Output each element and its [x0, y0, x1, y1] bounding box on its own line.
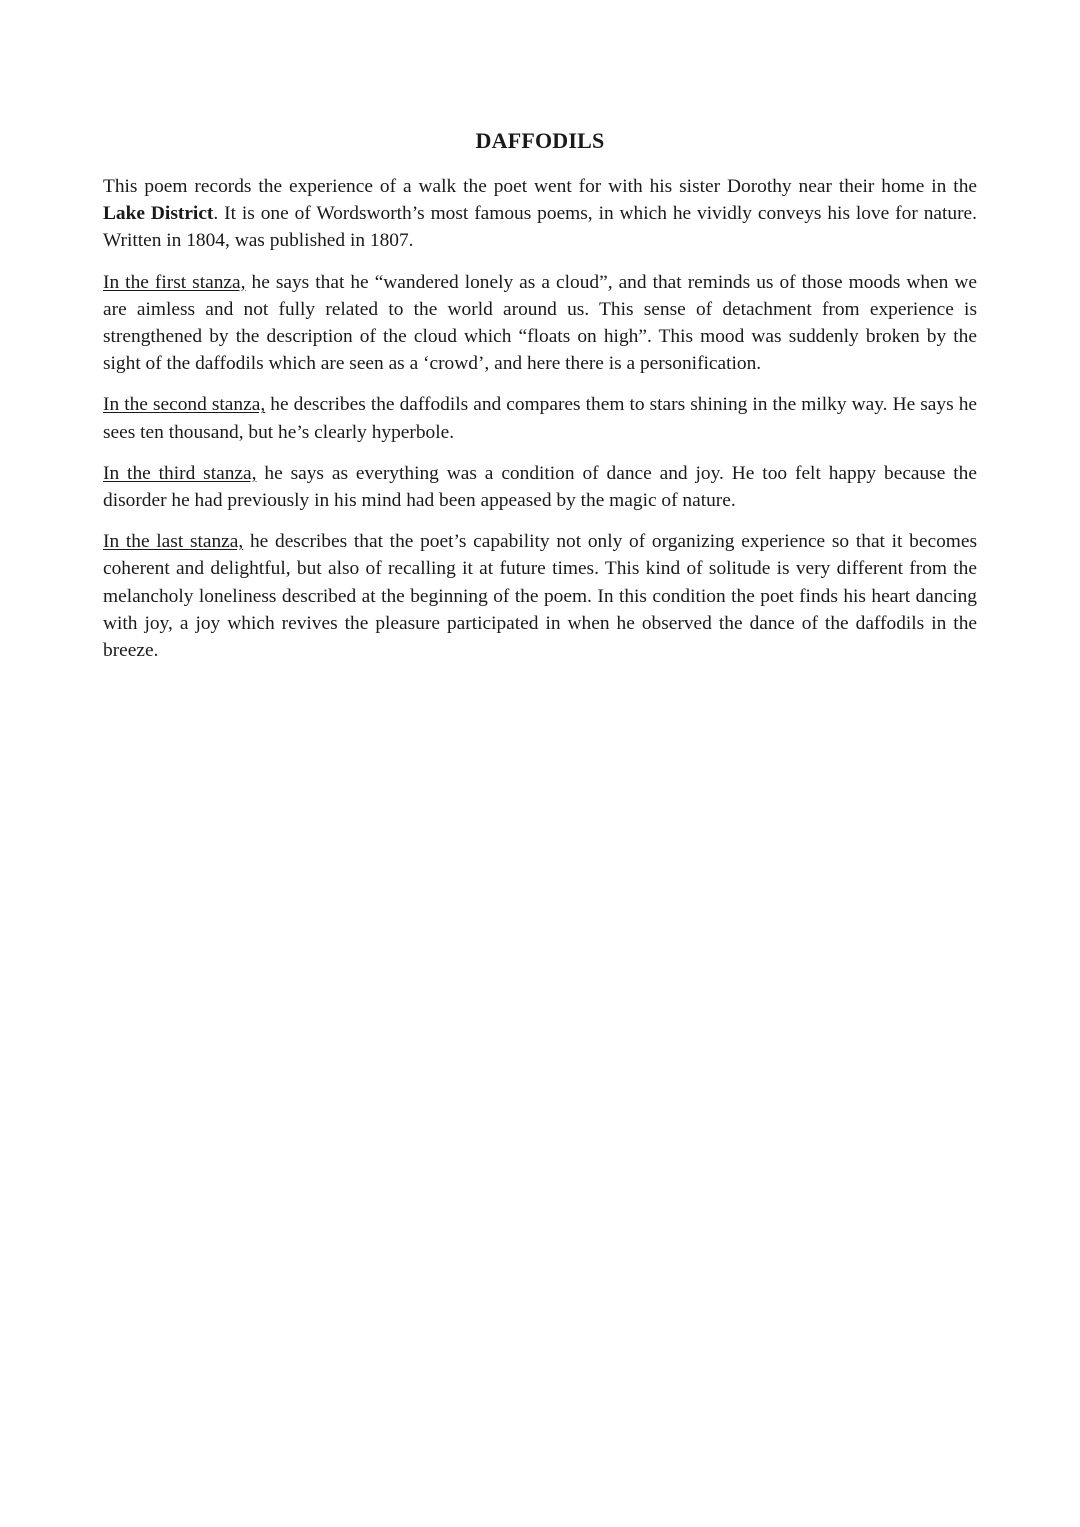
- intro-bold-place: Lake District: [103, 203, 214, 225]
- stanza4-paragraph: [103, 528, 977, 664]
- stanza2-paragraph: [103, 391, 977, 445]
- stanza2-text: he describes the daffodils and compares them to stars shining in the milky way. He says he sees ten thousand, but he’s clearly hyperbole.: [103, 394, 978, 443]
- stanza3-text: he says as everything was a condition of dance and joy. He too felt happy because the disorder he had previously in his mind had been appeased by the magic of nature.: [103, 462, 977, 512]
- intro-text-2: . It is one of Wordsworth’s most famous poems, in which he vividly conveys his love for nature. Written in 1804, was published in 1807.: [103, 203, 977, 252]
- document-body: [103, 173, 977, 678]
- stanza3-paragraph: [103, 460, 977, 514]
- stanza3-lead: In the third stanza,: [103, 462, 257, 484]
- intro-text-1: This poem records the experience of a walk the poet went for with his sister Dorothy near their home in the: [103, 176, 977, 197]
- document-title: DAFFODILS: [475, 128, 605, 153]
- stanza4-lead: In the last stanza,: [103, 531, 244, 553]
- stanza2-lead: In the second stanza,: [103, 394, 266, 416]
- stanza1-text: he says that he “wandered lonely as a cloud”, and that reminds us of those moods when we are aimless and not fully related to the world around us. This sense of detachment from experience is strengthened by the description of the cloud which “floats on high”. This mood was suddenly broken by the sight of the daffodils which are seen as a ‘crowd’, and here there is a personification.: [103, 271, 977, 375]
- stanza1-paragraph: [103, 269, 977, 378]
- stanza4-text: he describes that the poet’s capability not only of organizing experience so that it becomes coherent and delightful, but also of recalling it at future times. This kind of solitude is very different from the melancholy loneliness described at the beginning of the poem. In this condition the poet finds his heart dancing with joy, a joy which revives the pleasure participated in when he observed the dance of the daffodils in the breeze.: [103, 531, 977, 662]
- intro-paragraph: [103, 173, 977, 255]
- stanza1-lead: In the first stanza,: [103, 271, 246, 293]
